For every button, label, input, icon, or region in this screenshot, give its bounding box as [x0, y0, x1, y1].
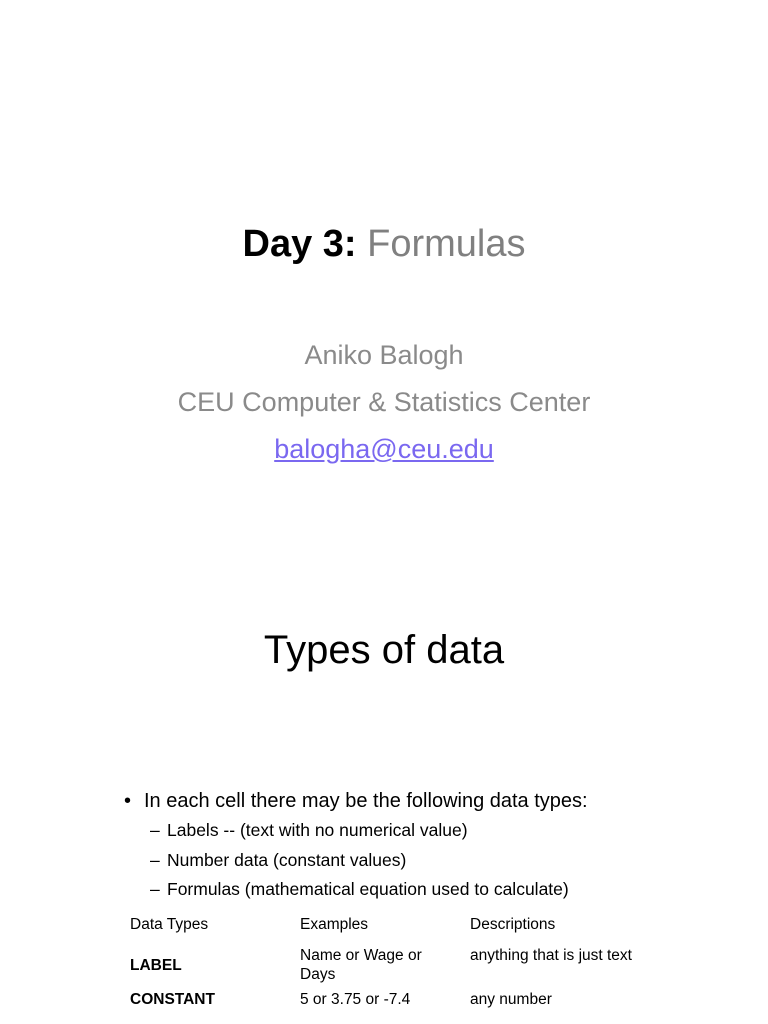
table-cell: anything that is just text	[470, 947, 632, 964]
table-cell: CONSTANT	[130, 991, 215, 1008]
data-types-table	[120, 912, 645, 1012]
dash-icon: –	[150, 849, 160, 870]
sub-bullet-item	[124, 846, 744, 876]
title-day: Day 3:	[242, 223, 357, 265]
author-name: Aniko Balogh	[304, 340, 464, 370]
sub-bullet-text: Number data (constant values)	[167, 849, 407, 870]
table-row	[120, 943, 645, 987]
bullet-text: In each cell there may be the following data types:	[144, 790, 588, 812]
table-header-cell: Descriptions	[470, 916, 556, 933]
organization-name: CEU Computer & Statistics Center	[177, 387, 591, 417]
sub-bullet-item	[124, 875, 744, 905]
title-topic: Formulas	[367, 223, 526, 265]
slide-title	[0, 220, 768, 268]
table-cell: 5 or 3.75 or -7.4	[300, 991, 411, 1008]
table-cell: any number	[470, 991, 552, 1008]
table-header-cell: Examples	[300, 916, 369, 933]
sub-bullet-text: Labels -- (text with no numerical value)	[167, 820, 468, 840]
table-row	[120, 987, 645, 1012]
dash-icon: –	[150, 879, 160, 899]
bullet-list	[124, 786, 744, 905]
table-header-row	[120, 912, 645, 943]
bullet-item	[124, 786, 744, 816]
dash-icon: –	[150, 820, 160, 840]
table-header-cell: Data Types	[130, 916, 209, 933]
bullet-dot-icon: •	[124, 790, 132, 812]
table-cell: Name or Wage or Days	[300, 947, 422, 983]
sub-bullet-text: Formulas (mathematical equation used to calculate)	[167, 879, 569, 899]
slide-subtitle	[0, 332, 768, 473]
email-link[interactable]: balogha@ceu.edu	[274, 434, 494, 464]
table-cell: LABEL	[130, 956, 182, 974]
section-title: Types of data	[263, 628, 505, 672]
sub-bullet-item	[124, 816, 744, 846]
